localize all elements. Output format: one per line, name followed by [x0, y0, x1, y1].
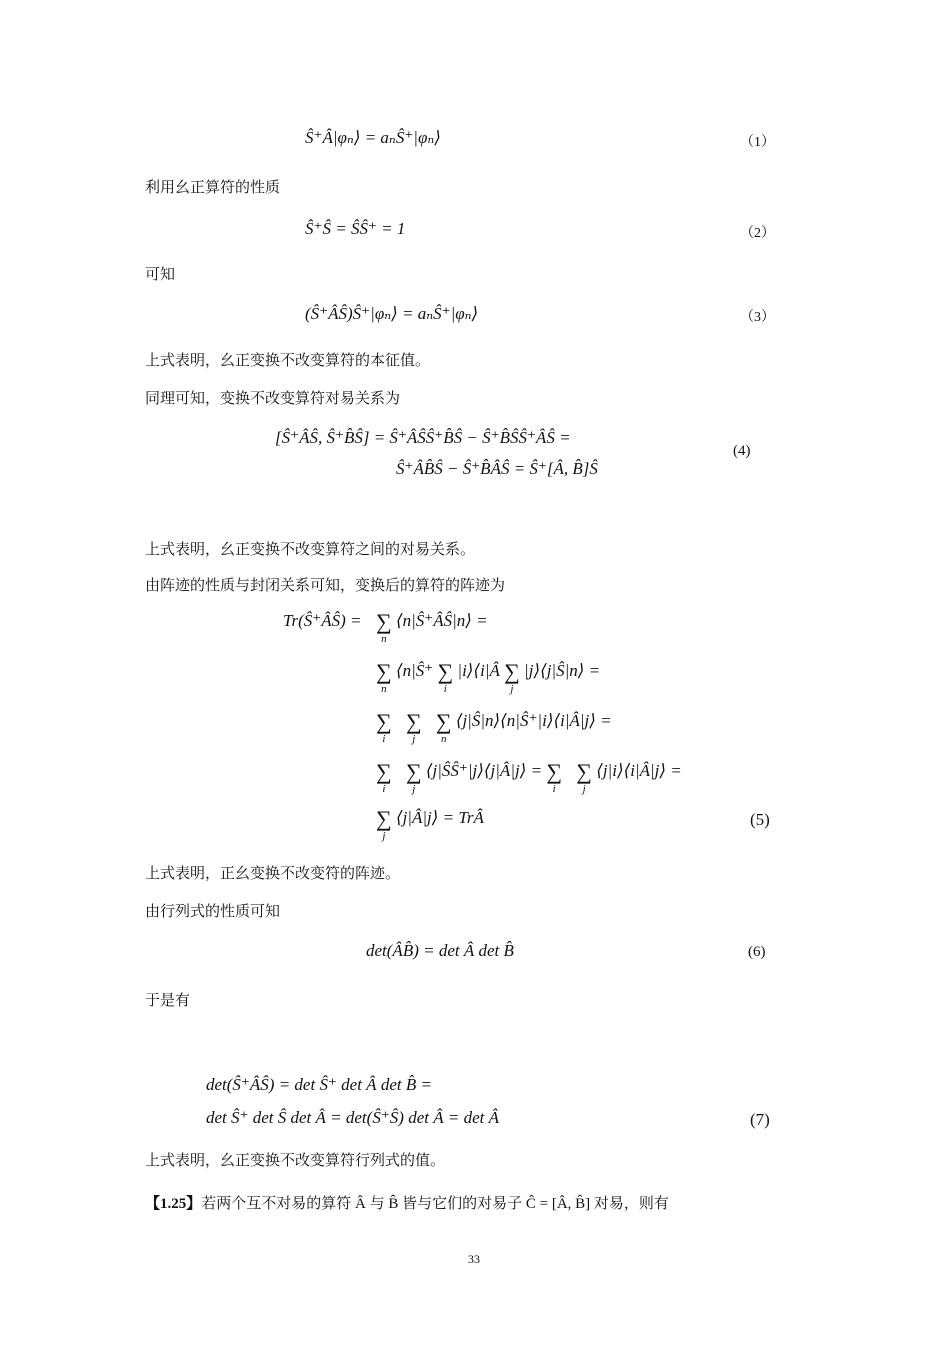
equation-1: Ŝ⁺Â|φₙ⟩ = aₙŜ⁺|φₙ⟩ [305, 128, 441, 147]
equation-3: (Ŝ⁺ÂŜ)Ŝ⁺|φₙ⟩ = aₙŜ⁺|φₙ⟩ [305, 304, 479, 323]
page-number: 33 [468, 1252, 480, 1266]
paragraph-commutation-intro: 同理可知，变换不改变算符对易关系为 [145, 391, 401, 407]
summation-symbol: ∑ i [376, 759, 392, 795]
equation-7-line-2: det Ŝ⁺ det Ŝ det Â = det(Ŝ⁺Ŝ) det Â = det Â [206, 1108, 499, 1127]
paragraph-determinant-intro: 由行列式的性质可知 [145, 904, 281, 920]
equation-5-line-4: ∑ i ∑ j ⟨j|ŜŜ⁺|j⟩⟨j|Â|j⟩ = ∑ i ∑ j ⟨j|i⟩⟨i|Â|j⟩ = [376, 759, 682, 795]
equation-5-line-2: ∑ n ⟨n|Ŝ⁺ ∑ i |i⟩⟨i|Â ∑ j |j⟩⟨j|Ŝ|n⟩ = [376, 659, 601, 695]
equation-number-5: (5) [750, 810, 770, 829]
paragraph-hence: 于是有 [145, 993, 191, 1009]
equation-number-1: （1） [740, 135, 775, 150]
summation-symbol: ∑ j [405, 709, 422, 745]
equation-number-7: (7) [750, 1110, 770, 1129]
summation-symbol: ∑ i [376, 709, 392, 745]
equation-5-line-3: ∑ i ∑ j ∑ n ⟨j|Ŝ|n⟩⟨n|Ŝ⁺|i⟩⟨i|Â|j⟩ = [376, 709, 612, 745]
summation-symbol: ∑ n [435, 709, 452, 745]
paragraph-determinant-conclusion: 上式表明，幺正变换不改变算符行列式的值。 [145, 1153, 446, 1169]
summation-symbol: ∑ n [376, 659, 392, 695]
equation-number-6: (6) [748, 944, 766, 960]
equation-4-line-1: [Ŝ⁺ÂŜ, Ŝ⁺B̂Ŝ] = Ŝ⁺ÂŜŜ⁺B̂Ŝ − Ŝ⁺B̂ŜŜ⁺ÂŜ = [275, 428, 571, 447]
summation-symbol: ∑ j [376, 806, 392, 842]
equation-number-2: （2） [740, 226, 775, 241]
equation-7-line-1: det(Ŝ⁺ÂŜ) = det Ŝ⁺ det Â det B̂ = [206, 1075, 432, 1094]
equation-5-line-5: ∑ j ⟨j|Â|j⟩ = TrÂ [376, 806, 484, 842]
summation-symbol: ∑ j [576, 759, 592, 795]
equation-6: det(ÂB̂) = det Â det B̂ [366, 941, 514, 960]
paragraph-eigenvalue-conclusion: 上式表明，幺正变换不改变算符的本征值。 [145, 353, 431, 369]
problem-1-25-statement [145, 1192, 669, 1213]
equation-5-line-1: ∑ n ⟨n|Ŝ⁺ÂŜ|n⟩ = [376, 609, 488, 645]
summation-symbol: ∑ j [504, 659, 520, 695]
problem-tag: 【1.25】 [145, 1196, 202, 1212]
equation-5-lhs: Tr(Ŝ⁺ÂŜ) = [283, 611, 362, 630]
summation-symbol: ∑ j [405, 759, 422, 795]
equation-number-3: （3） [740, 310, 775, 325]
paragraph-therefore: 可知 [145, 267, 176, 283]
summation-symbol: ∑ n [376, 609, 392, 645]
problem-text: 若两个互不对易的算符 Â 与 B̂ 皆与它们的对易子 Ĉ = [Â, B̂] 对易，则有 [201, 1196, 669, 1212]
paragraph-trace-conclusion: 上式表明，正幺变换不改变符的阵迹。 [145, 866, 401, 882]
paragraph-trace-intro: 由阵迹的性质与封闭关系可知，变换后的算符的阵迹为 [145, 578, 506, 594]
paragraph-commutation-conclusion: 上式表明，幺正变换不改变算符之间的对易关系。 [145, 542, 476, 558]
equation-number-4: (4) [733, 443, 751, 459]
equation-4-line-2: Ŝ⁺ÂB̂Ŝ − Ŝ⁺B̂ÂŜ = Ŝ⁺[Â, B̂]Ŝ [396, 459, 598, 478]
paragraph-unitary-property: 利用幺正算符的性质 [145, 180, 281, 196]
summation-symbol: ∑ i [437, 659, 454, 695]
summation-symbol: ∑ i [546, 759, 563, 795]
equation-2: Ŝ⁺Ŝ = ŜŜ⁺ = 1 [305, 219, 406, 238]
